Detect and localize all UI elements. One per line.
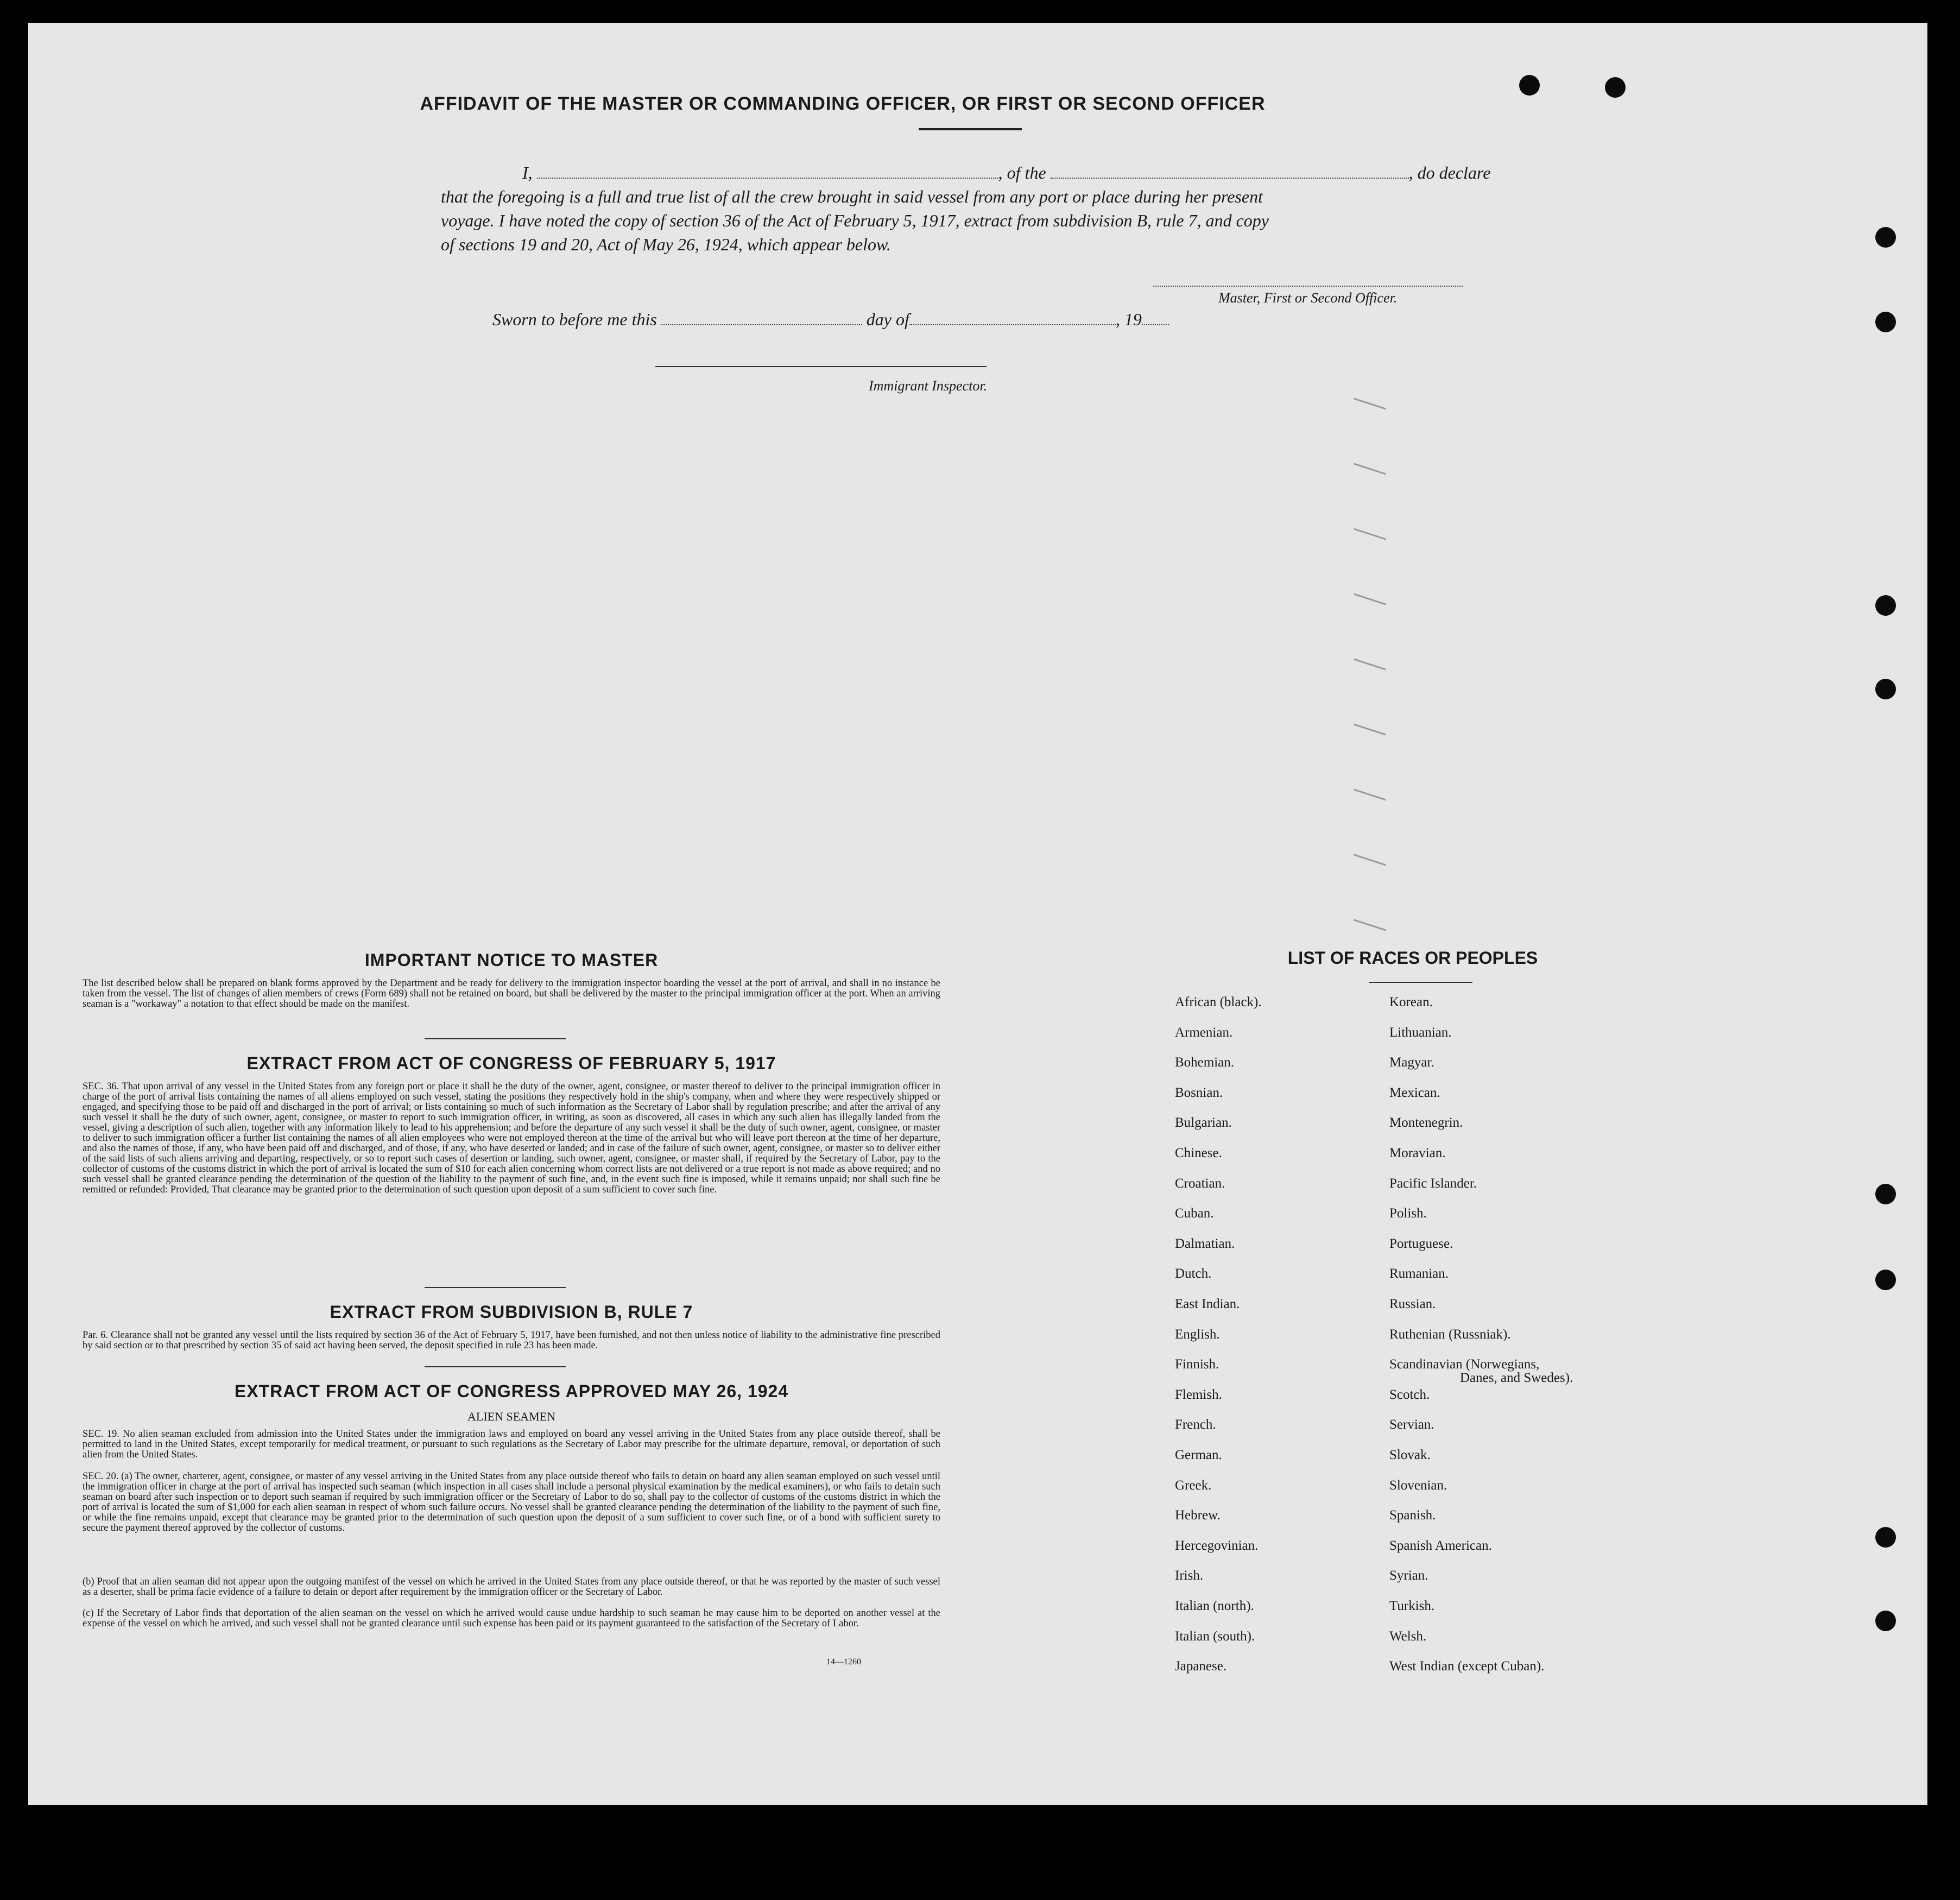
extract-rule7-text: Par. 6. Clearance shall not be granted any vessel until the lists required by section 36 of the Act of February 5, 1917, have been furnished, and not then unless notice of liability to the administrative fine prescribed by said section or to that prescribed by section 35 of said act having been served, the deposit specified in rule 23 has been made.: [83, 1330, 940, 1351]
punch-hole: [1519, 75, 1540, 96]
document-page: [28, 23, 1927, 1805]
extract-1924-sec19: SEC. 19. No alien seaman excluded from admission into the United States under the immigration laws and employed on board any vessel arriving in the United States from any place outside thereof, shall be permitted to land in the United States, except temporarily for medical treatment, or pursuant to such regulations as the Secretary of Labor may prescribe for the ultimate departure, removal, or deportation of such alien from the United States.: [83, 1429, 940, 1460]
race-item-left: Hercegovinian.: [1175, 1538, 1259, 1553]
race-item-left: Bosnian.: [1175, 1085, 1223, 1100]
notice-title: IMPORTANT NOTICE TO MASTER: [364, 950, 659, 970]
race-item-left: Finnish.: [1175, 1357, 1219, 1372]
race-item-left: English.: [1175, 1327, 1220, 1342]
affidavit-line-2: that the foregoing is a full and true list of all the crew brought in said vessel from any port or place during her present: [441, 187, 1263, 206]
officer-name-blank[interactable]: [537, 163, 998, 179]
race-item-left: Cuban.: [1175, 1206, 1214, 1221]
extract-1924-title: EXTRACT FROM ACT OF CONGRESS APPROVED MAY 26, 1924: [234, 1381, 789, 1401]
race-item-left: Italian (south).: [1175, 1628, 1255, 1644]
race-item-left: Italian (north).: [1175, 1599, 1254, 1613]
pencil-mark: [1354, 919, 1386, 931]
race-item-left: Chinese.: [1175, 1146, 1222, 1160]
race-item-left: Flemish.: [1175, 1387, 1222, 1402]
master-caption: Master, First or Second Officer.: [1218, 290, 1398, 306]
race-item-left: Armenian.: [1175, 1025, 1233, 1040]
extract-1917-title: EXTRACT FROM ACT OF CONGRESS OF FEBRUARY 5, 1917: [246, 1053, 776, 1073]
race-item-left: Croatian.: [1175, 1176, 1225, 1191]
race-item-right: Pacific Islander.: [1389, 1176, 1477, 1191]
punch-hole: [1875, 679, 1896, 699]
sworn-year-blank[interactable]: [1142, 310, 1169, 325]
pencil-mark: [1354, 593, 1386, 605]
race-item-right: Turkish.: [1389, 1599, 1435, 1613]
sworn-text: Sworn to before me this: [492, 310, 657, 329]
affidavit-do-declare: , do declare: [1408, 163, 1491, 182]
race-item-left: Bulgarian.: [1175, 1115, 1232, 1131]
extract-1924-sec20a: SEC. 20. (a) The owner, charterer, agent, consignee, or master of any vessel arriving in the United States from any place outside thereof who fails to detain on board any alien seaman employed on such vessel until the immigration officer in charge at the port of arrival has inspected such seaman (which inspection in all cases shall include a personal physical examination by the medical examiners), or who fails to detain such seaman on board after such inspection or to deport such seaman if required by such immigration officer or the Secretary of Labor to do so, shall pay to the collector of customs of the customs district in which the port of arrival is located the sum of $1,000 for each alien seaman in respect of whom such failure occurs. No vessel shall be granted clearance pending the determination of the liability to the payment of such fine, or while the fine remains unpaid, except that clearance may be granted prior to the determination of such question upon the deposit of a sum sufficient to cover such fine, or of a bond with sufficient surety to secure the payment thereof approved by the collector of customs.: [83, 1471, 940, 1533]
affidavit-line-1: [441, 161, 1527, 185]
race-item-left: German.: [1175, 1448, 1222, 1462]
race-item-right: Moravian.: [1389, 1146, 1446, 1160]
race-item-right: Scandinavian (Norwegians,: [1389, 1357, 1540, 1372]
sworn-line: [492, 307, 1578, 331]
race-item-right: Syrian.: [1389, 1568, 1428, 1583]
race-item-left: Japanese.: [1175, 1659, 1227, 1674]
race-item-right: Portuguese.: [1389, 1236, 1453, 1251]
race-item-right: Scotch.: [1389, 1387, 1430, 1402]
pencil-mark: [1354, 788, 1386, 800]
punch-hole: [1875, 227, 1896, 248]
race-item-right: Ruthenian (Russniak).: [1389, 1327, 1511, 1342]
race-item-right: Slovenian.: [1389, 1478, 1447, 1493]
inspector-caption: Immigrant Inspector.: [869, 378, 988, 394]
race-item-right: West Indian (except Cuban).: [1389, 1659, 1545, 1674]
notice-text: The list described below shall be prepared on blank forms approved by the Department and be ready for delivery to the immigration inspector boarding the vessel at the port of arrival, and shall in no instance be taken from the vessel. The list of changes of alien members of crews (Form 689) shall not be retained on board, but shall be delivered by the master to the principal immigration officer at the port. When an arriving seaman is a "workaway" a notation to that effect should be made on the manifest.: [83, 978, 940, 1009]
punch-hole: [1875, 1611, 1896, 1631]
race-scandinavian-continued: Danes, and Swedes).: [1460, 1371, 1573, 1385]
races-title: LIST OF RACES OR PEOPLES: [1287, 948, 1538, 968]
race-item-right: Magyar.: [1389, 1055, 1434, 1070]
sworn-month-blank[interactable]: [909, 310, 1116, 325]
extract-rule7-title: EXTRACT FROM SUBDIVISION B, RULE 7: [330, 1302, 693, 1322]
pencil-mark: [1354, 658, 1386, 670]
punch-hole: [1875, 595, 1896, 616]
vessel-name-blank[interactable]: [1051, 163, 1409, 179]
sworn-day-blank[interactable]: [661, 310, 862, 325]
race-item-right: Lithuanian.: [1389, 1025, 1452, 1040]
extract-1924-sec20b: (b) Proof that an alien seaman did not appear upon the outgoing manifest of the vessel on which he arrived in the United States from any place outside thereof, or that he was reported by the master of such vessel as a deserter, shall be prima facie evidence of a failure to detain or deport after requirement by the immigration officer or the Secretary of Labor.: [83, 1576, 940, 1598]
race-item-right: Mexican.: [1389, 1085, 1440, 1100]
affidavit-i: I,: [522, 163, 533, 182]
race-item-right: Polish.: [1389, 1206, 1427, 1221]
race-item-right: Korean.: [1389, 995, 1433, 1009]
section-divider: [425, 1366, 566, 1367]
sworn-day-of: day of: [866, 310, 909, 329]
race-item-left: Dutch.: [1175, 1266, 1212, 1282]
master-signature-line[interactable]: [1153, 286, 1463, 287]
race-item-left: Irish.: [1175, 1568, 1204, 1583]
race-item-right: Servian.: [1389, 1417, 1434, 1432]
alien-seamen-subtitle: ALIEN SEAMEN: [467, 1410, 555, 1423]
race-item-left: Dalmatian.: [1175, 1236, 1235, 1251]
extract-1924-sec20c: (c) If the Secretary of Labor finds that deportation of the alien seaman on the vessel on which he arrived would cause undue hardship to such seaman he may cause him to be deported on another vessel at the expense of the vessel on which he arrived, and such vessel shall not be granted clearance until such expense has been paid or its payment guaranteed to the satisfaction of the Secretary of Labor.: [83, 1608, 940, 1629]
sworn-year: , 19: [1115, 310, 1142, 329]
race-item-right: Montenegrin.: [1389, 1115, 1463, 1131]
inspector-signature-line[interactable]: [655, 366, 987, 367]
extract-1917-text: SEC. 36. That upon arrival of any vessel in the United States from any foreign port or place it shall be the duty of the owner, agent, consignee, or master thereof to deliver to the principal immigration officer in charge of the port of arrival lists containing the names of all aliens employed on such vessel, stating the positions they respectively hold in the ship's company, when and where they were respectively shipped or engaged, and specifying those to be paid off and discharged in the port of arrival; or lists containing so much of such information as the Secretary of Labor shall by regulation prescribe; and after the arrival of any such vessel it shall be the duty of such owner, agent, consignee, or master to report to such immigration officer, in writing, as soon as discovered, all cases in which any such alien has illegally landed from the vessel, giving a description of such alien, together with any information likely to lead to his apprehension; and before the departure of any such vessel it shall be the duty of such owner, agent, consignee, or master to deliver to such immigration officer a further list containing the names of all alien employees who were not employed thereon at the time of the arrival but who will leave port thereon at the time of her departure, and also the names of those, if any, who have been paid off and discharged, and of those, if any, who have deserted or landed; and in case of the failure of such owner, agent, consignee, or master so to deliver either of the said lists of such aliens arriving and departing, respectively, or so to report such cases of desertion or landing, such owner, agent, consignee, or master shall, if required by the Secretary of Labor, pay to the collector of customs of the customs district in which the port of arrival is located the sum of $10 for each alien concerning whom correct lists are not delivered or a true report is not made as above required; and no such vessel shall be granted clearance pending the determination of the question of the liability to the payment of such fine, and, in the event such fine is imposed, while it remains unpaid; nor shall such fine be remitted or refunded: Provided, That clearance may be granted prior to the determination of such question upon deposit of a sum sufficient to cover such fine.: [83, 1081, 940, 1195]
section-divider: [425, 1038, 566, 1039]
affidavit-of-the: , of the: [998, 163, 1046, 182]
section-divider: [425, 1287, 566, 1288]
punch-hole: [1875, 312, 1896, 332]
race-item-left: East Indian.: [1175, 1297, 1240, 1311]
pencil-mark: [1354, 854, 1386, 866]
punch-hole: [1875, 1270, 1896, 1290]
affidavit-line-4: of sections 19 and 20, Act of May 26, 1924, which appear below.: [441, 235, 891, 254]
pencil-mark: [1354, 463, 1386, 475]
race-item-left: Bohemian.: [1175, 1055, 1235, 1070]
race-item-right: Spanish American.: [1389, 1538, 1492, 1553]
race-item-right: Welsh.: [1389, 1628, 1427, 1644]
pencil-mark: [1354, 397, 1386, 409]
race-item-left: Greek.: [1175, 1478, 1212, 1493]
punch-hole: [1875, 1527, 1896, 1548]
race-item-right: Rumanian.: [1389, 1266, 1449, 1282]
races-title-rule: [1369, 982, 1472, 983]
pencil-mark: [1354, 528, 1386, 540]
title-rule: [919, 128, 1022, 130]
affidavit-line-3: voyage. I have noted the copy of section 36 of the Act of February 5, 1917, extract from subdivision B, rule 7, and copy: [441, 211, 1269, 230]
race-item-right: Russian.: [1389, 1297, 1436, 1311]
race-item-left: French.: [1175, 1417, 1216, 1432]
pencil-mark: [1354, 723, 1386, 735]
race-item-left: African (black).: [1175, 995, 1262, 1009]
race-item-right: Spanish.: [1389, 1508, 1436, 1523]
race-item-right: Slovak.: [1389, 1448, 1431, 1462]
form-number: 14—1260: [826, 1657, 861, 1667]
affidavit-title: AFFIDAVIT OF THE MASTER OR COMMANDING OFFICER, OR FIRST OR SECOND OFFICER: [420, 93, 1266, 114]
race-item-left: Hebrew.: [1175, 1508, 1221, 1523]
punch-hole: [1875, 1184, 1896, 1204]
